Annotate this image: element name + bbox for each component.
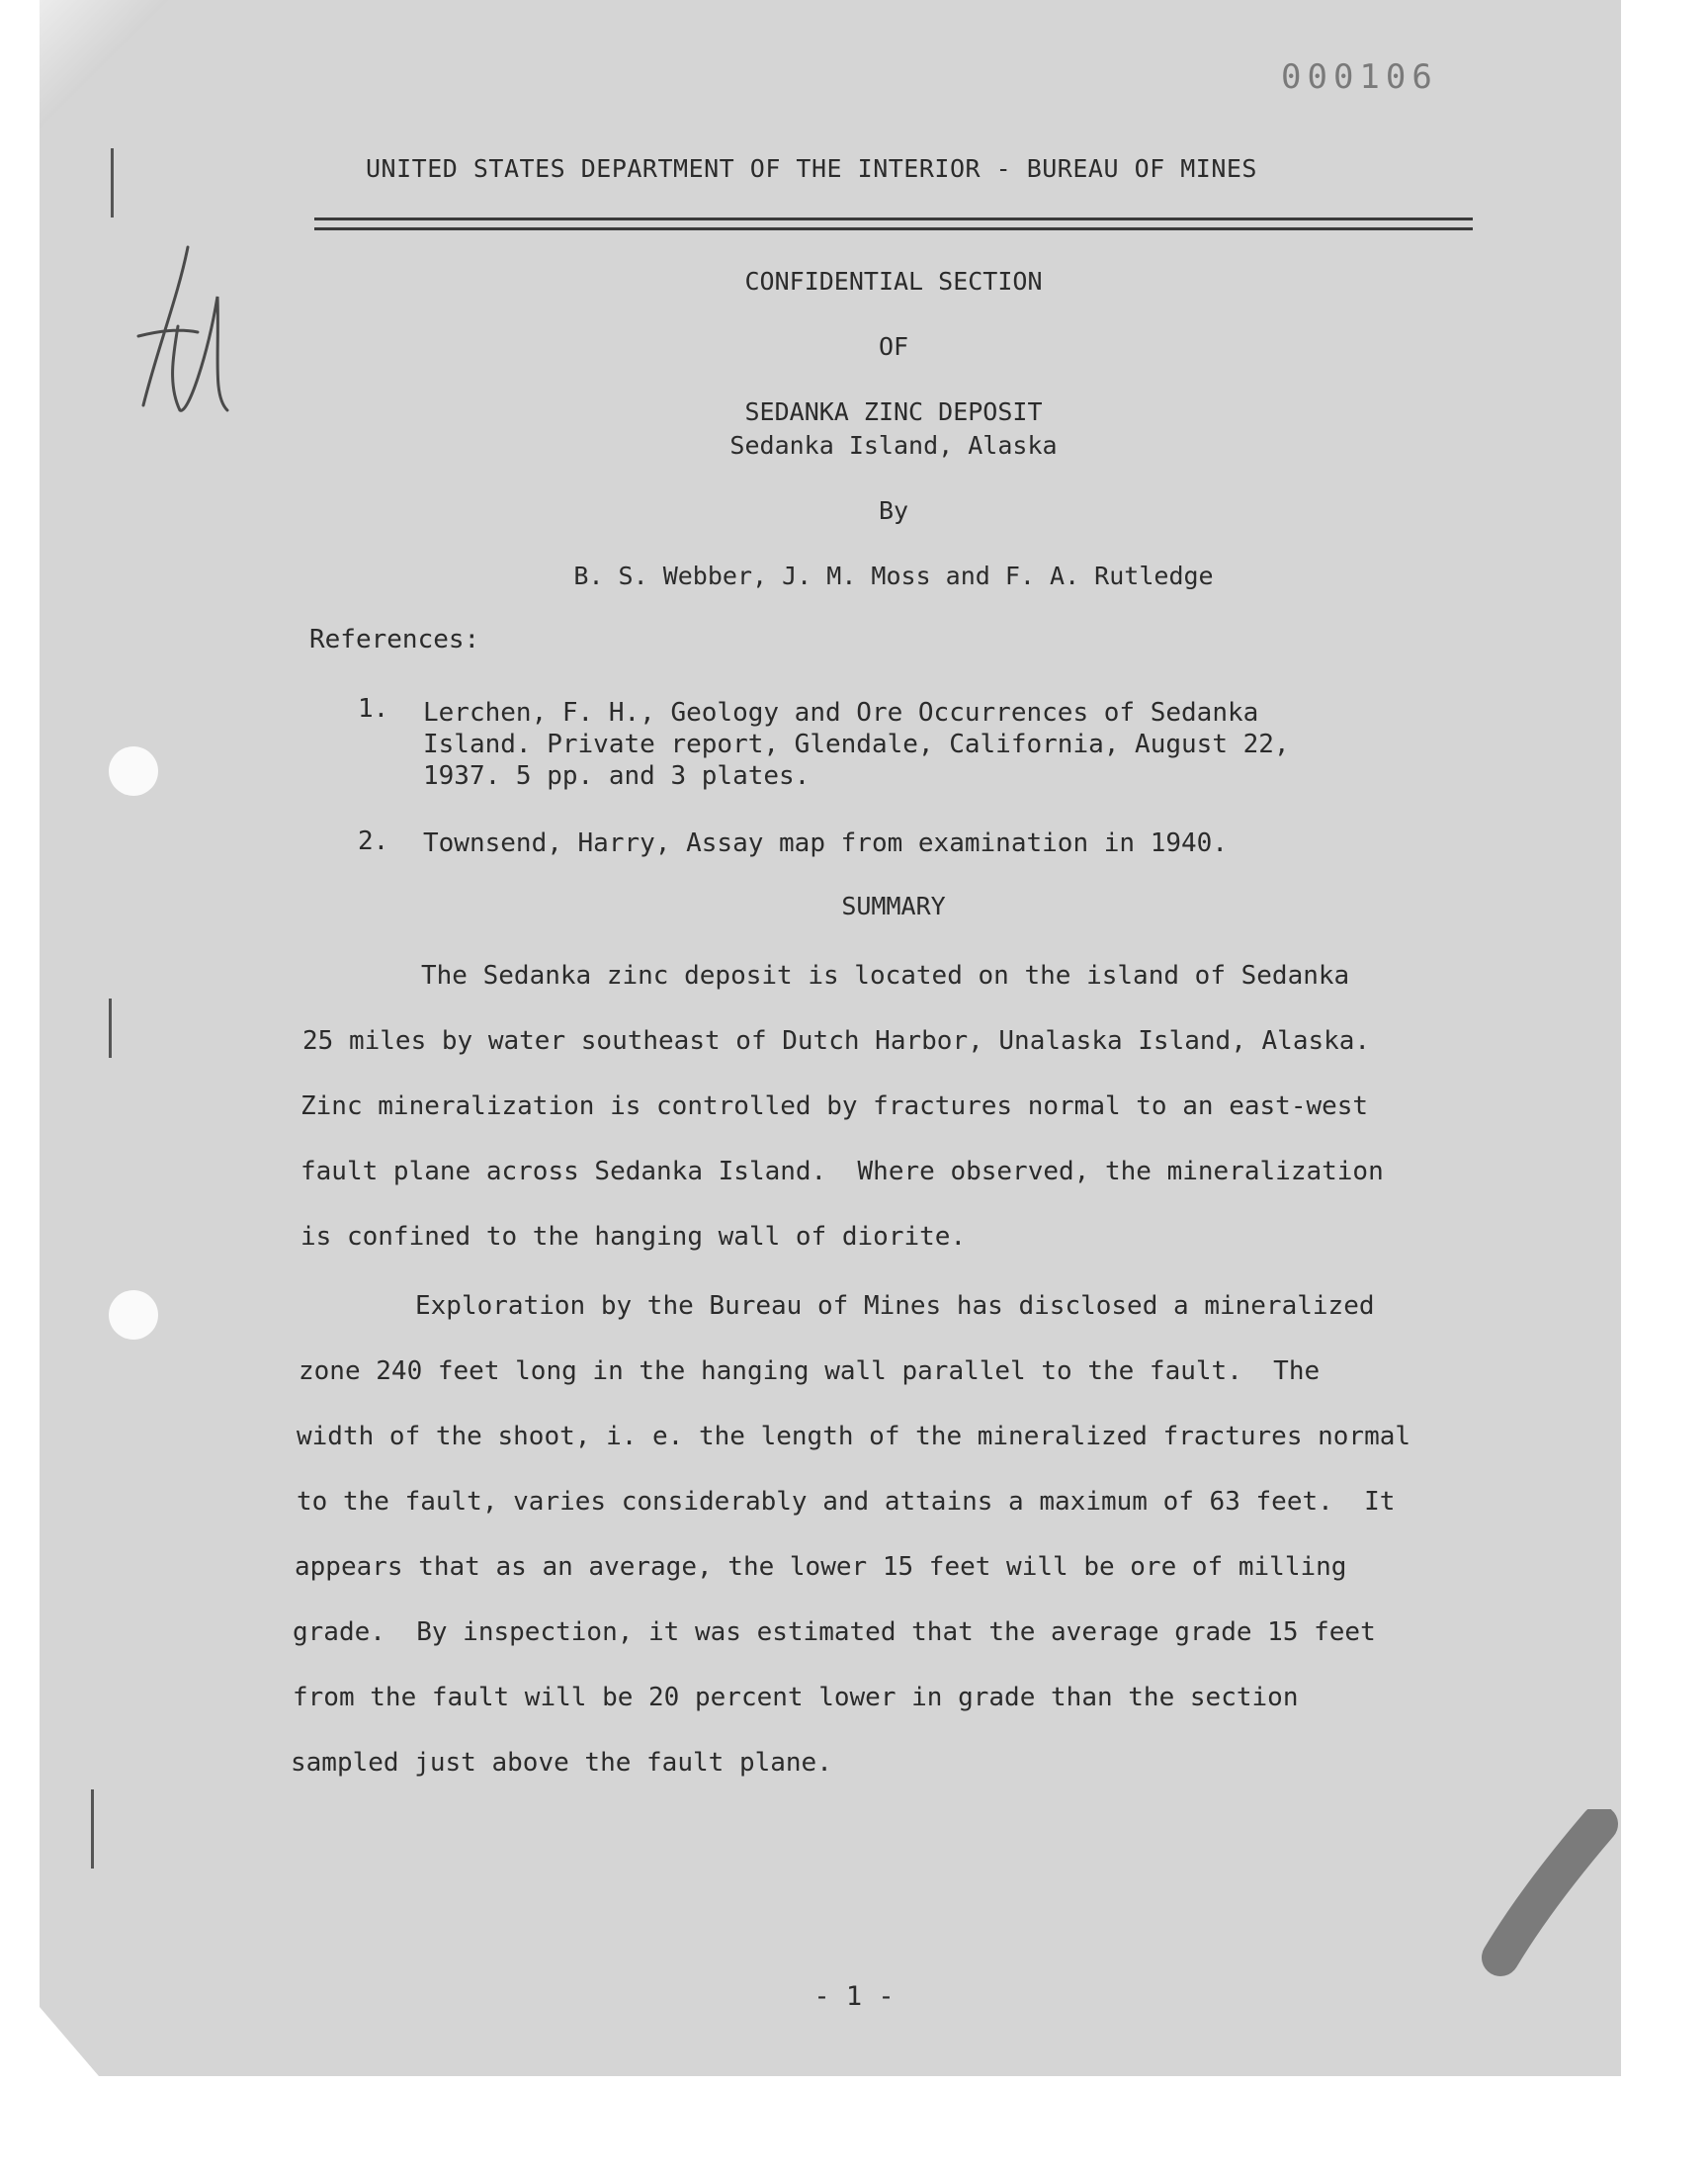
references-heading: References: [309,625,480,654]
reference-line: Island. Private report, Glendale, California, August 22, [423,730,1290,759]
header-rule [314,227,1473,230]
authors: B. S. Webber, J. M. Moss and F. A. Rutledge [573,562,1214,590]
paragraph-line: Exploration by the Bureau of Mines has disclosed a mineralized [415,1291,1375,1321]
margin-mark [111,148,114,218]
paragraph-line: zone 240 feet long in the hanging wall parallel to the fault. The [299,1356,1321,1386]
paragraph-line: fault plane across Sedanka Island. Where observed, the mineralization [300,1157,1384,1186]
reference-line: Lerchen, F. H., Geology and Ore Occurrences of Sedanka [423,698,1259,728]
paragraph-line: The Sedanka zinc deposit is located on the island of Sedanka [421,961,1350,991]
document-number: 000106 [1281,57,1438,97]
paragraph-line: from the fault will be 20 percent lower in grade than the section [293,1683,1299,1712]
reference-number: 1. [358,694,389,724]
ink-smudge [1471,1809,1629,1987]
margin-mark [109,999,112,1058]
paragraph-line: 25 miles by water southeast of Dutch Harbor, Unalaska Island, Alaska. [302,1026,1371,1056]
title-line: CONFIDENTIAL SECTION [744,267,1043,296]
page-number: - 1 - [813,1981,895,2012]
title-line: SEDANKA ZINC DEPOSIT [744,397,1043,426]
paragraph-line: sampled just above the fault plane. [291,1748,832,1778]
reference-number: 2. [358,826,389,856]
paragraph-line: appears that as an average, the lower 15 feet will be ore of milling [295,1552,1347,1582]
margin-mark [91,1789,94,1869]
reference-line: Townsend, Harry, Assay map from examination in 1940. [423,828,1228,858]
summary-heading: SUMMARY [841,892,946,920]
paragraph-line: Zinc mineralization is controlled by fractures normal to an east-west [300,1091,1369,1121]
byline: By [878,496,909,525]
agency-header: UNITED STATES DEPARTMENT OF THE INTERIOR - BUREAU OF MINES [366,154,1257,183]
paragraph-line: grade. By inspection, it was estimated that the average grade 15 feet [293,1617,1376,1647]
handwritten-annotation [119,237,237,435]
punch-hole [109,1290,158,1340]
paragraph-line: to the fault, varies considerably and attains a maximum of 63 feet. It [297,1487,1396,1517]
paragraph-line: is confined to the hanging wall of diorite. [300,1222,967,1252]
paragraph-line: width of the shoot, i. e. the length of the mineralized fractures normal [297,1422,1411,1451]
header-rule [314,218,1473,220]
title-line: OF [878,332,909,361]
title-line: Sedanka Island, Alaska [729,431,1058,460]
reference-line: 1937. 5 pp. and 3 plates. [423,761,811,791]
punch-hole [109,746,158,796]
